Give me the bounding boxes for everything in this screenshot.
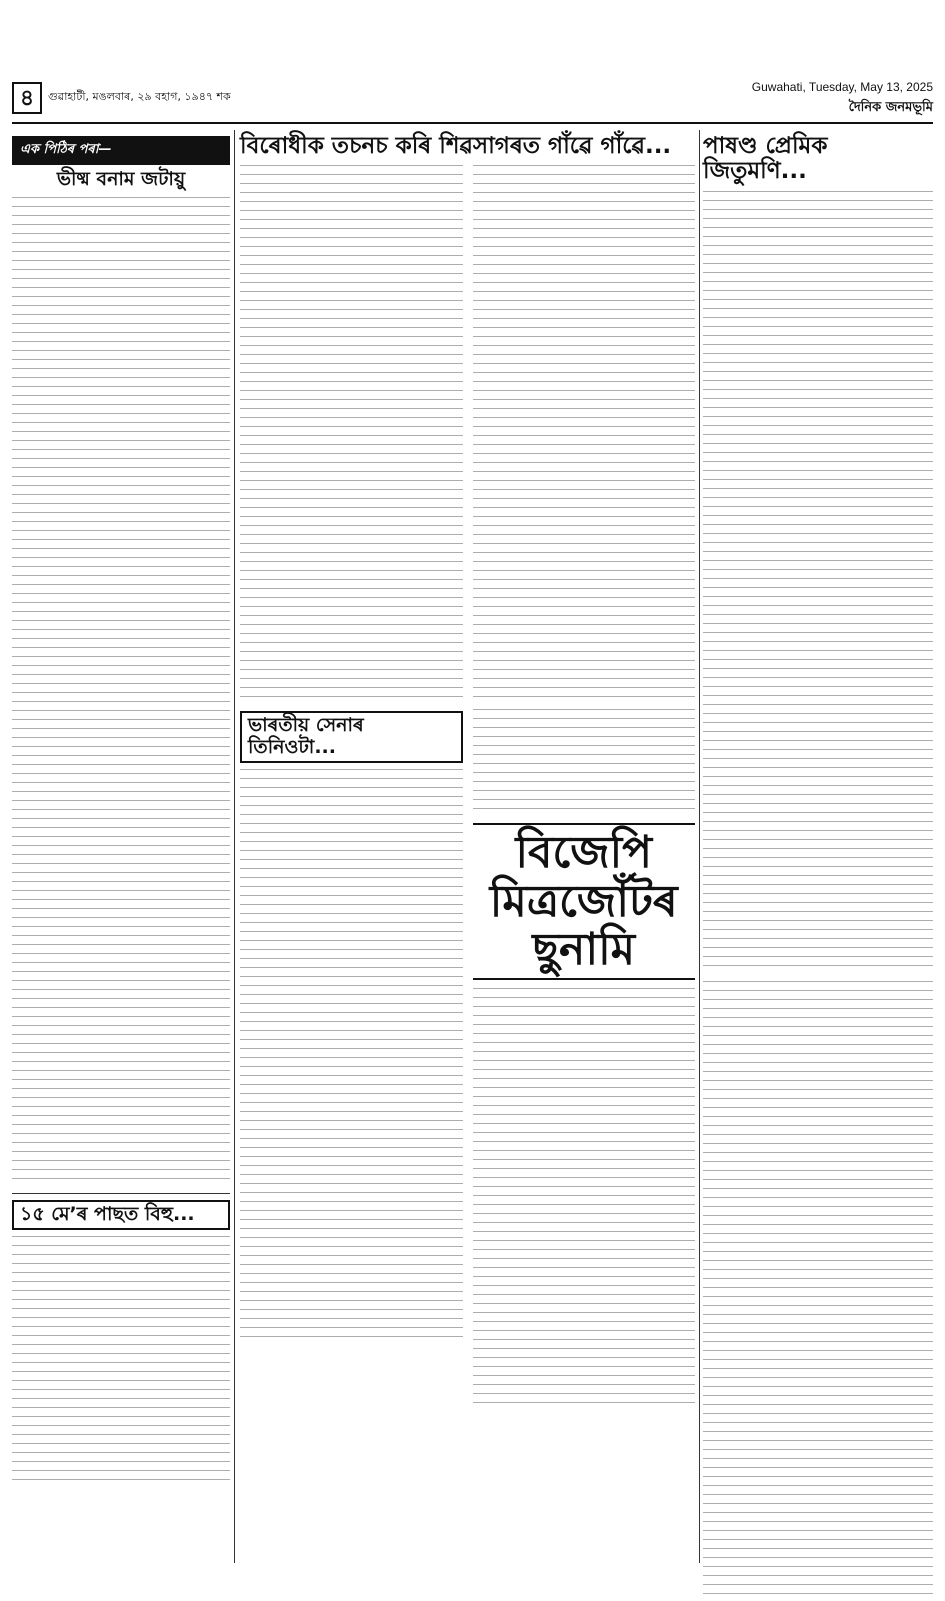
- kicker-continued: এক পিঠিৰ পৰা—: [12, 136, 230, 165]
- article-body: [473, 165, 696, 705]
- article-body: [703, 981, 933, 1601]
- article-body: [473, 988, 696, 1408]
- article-body: [240, 769, 463, 1339]
- article-body: [703, 191, 933, 971]
- divider: [12, 1193, 230, 1194]
- center-column: [240, 130, 695, 1563]
- right-column: [703, 130, 933, 1563]
- lead-article: [240, 165, 695, 705]
- page-number: ৪: [12, 82, 42, 114]
- left-column: [12, 130, 230, 1563]
- article-headline: ভীষ্ম বনাম জটায়ু: [56, 168, 186, 190]
- article-body: [240, 165, 463, 705]
- bjp-article-top: [473, 709, 696, 1408]
- sena-article: [240, 709, 463, 1408]
- column-divider: [234, 130, 235, 1563]
- big-headline: বিজেপি মিত্ৰজোঁটৰ ছুনামি: [473, 823, 696, 980]
- lead-headline: বিৰোধীক তচনচ কৰি শিৱসাগৰত গাঁৱে গাঁৱে...: [240, 133, 672, 159]
- article-headline: পাষণ্ড প্ৰেমিক জিতুমণি...: [703, 133, 828, 185]
- article-body: [12, 197, 230, 1187]
- column-divider: [699, 130, 700, 1563]
- article-body: [12, 1236, 230, 1486]
- paper-name: দৈনিক জনমভূমি: [848, 100, 933, 115]
- article-headline: ১৫ মে’ৰ পাছত বিহু...: [12, 1200, 230, 1230]
- date-english: Guwahati, Tuesday, May 13, 2025: [751, 80, 933, 94]
- second-row: [240, 709, 695, 1408]
- article-headline: ভাৰতীয় সেনাৰ তিনিওটা...: [240, 711, 463, 763]
- date-assamese: গুৱাহাটী, মঙলবাৰ, ২৯ বহাগ, ১৯৪৭ শক: [48, 90, 231, 103]
- masthead: [12, 78, 933, 124]
- article-body: [473, 709, 696, 815]
